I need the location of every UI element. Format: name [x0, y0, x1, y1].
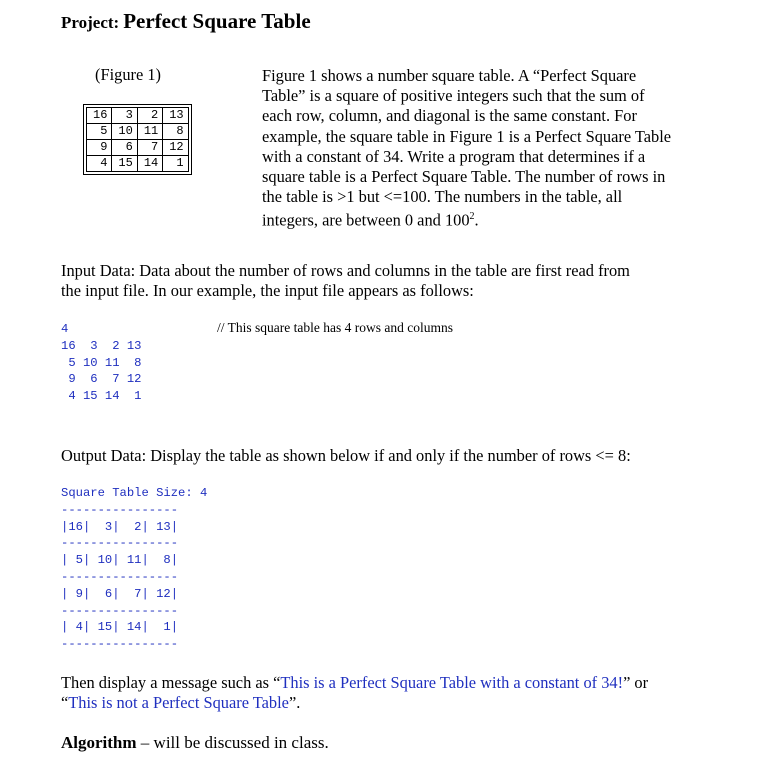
output-paragraph: Output Data: Display the table as shown below if and only if the number of rows <= 8: — [61, 446, 631, 465]
algorithm-text: – will be discussed in class. — [136, 733, 329, 752]
intro-line — [262, 207, 732, 231]
figure-cell: 8 — [163, 124, 188, 140]
input-comment: // This square table has 4 rows and columns — [217, 320, 453, 335]
console-line: ---------------- — [61, 569, 179, 584]
input-file-sample — [61, 321, 141, 405]
title-prefix: Project: — [61, 13, 120, 32]
console-line: | 9| 6| 7| 12| — [61, 586, 179, 601]
console-line: |16| 3| 2| 13| — [61, 519, 179, 534]
input-file-line: 4 15 14 1 — [61, 389, 142, 404]
input-line: Input Data: Data about the number of rows and columns in the table are first read from — [61, 261, 630, 280]
figure-row — [87, 108, 189, 124]
figure-cell: 5 — [87, 124, 112, 140]
message-text: ” or — [623, 673, 649, 692]
message-text: “ — [61, 693, 69, 713]
superscript: 2 — [469, 211, 475, 223]
input-file-line: 9 6 7 12 — [61, 372, 142, 387]
intro-line: the table is >1 but <=100. The numbers in the table, all — [262, 187, 623, 207]
figure-cell: 2 — [137, 108, 162, 124]
figure-cell: 15 — [112, 156, 137, 172]
console-line: Square Table Size: 4 — [61, 486, 208, 500]
intro-text: . — [474, 210, 479, 230]
intro-line: each row, column, and diagonal is the same constant. For — [262, 106, 637, 126]
console-line: ---------------- — [61, 603, 179, 618]
algorithm-line — [61, 733, 329, 753]
figure-row — [87, 140, 189, 156]
figure-cell: 12 — [163, 140, 188, 156]
figure-cell: 1 — [163, 156, 188, 172]
message-text: Then display a message such as “ — [61, 673, 281, 692]
page-title — [61, 9, 311, 34]
figure-cell: 6 — [112, 140, 137, 156]
input-file-line: 5 10 11 8 — [61, 355, 142, 370]
figure-row — [87, 156, 189, 172]
intro-line: Figure 1 shows a number square table. A “Perfect Square — [262, 66, 637, 85]
figure-cell: 4 — [87, 156, 112, 172]
intro-text: integers, are between 0 and 100 — [262, 210, 470, 230]
console-line: ---------------- — [61, 536, 179, 551]
figure-cell: 3 — [112, 108, 137, 124]
intro-line: Table” is a square of positive integers such that the sum of — [262, 86, 645, 106]
message-line — [61, 693, 751, 713]
figure-cell: 11 — [137, 124, 162, 140]
console-line: ---------------- — [61, 502, 179, 517]
title-text: Perfect Square Table — [123, 9, 311, 33]
console-output — [61, 485, 207, 653]
figure-table-wrap — [86, 107, 189, 172]
figure-cell: 13 — [163, 108, 188, 124]
console-line: | 4| 15| 14| 1| — [61, 620, 179, 635]
input-line: the input file. In our example, the input file appears as follows: — [61, 281, 474, 301]
figure-row — [87, 124, 189, 140]
figure-table — [86, 107, 189, 172]
success-message: This is a Perfect Square Table with a constant of 34! — [280, 673, 624, 692]
console-line: | 5| 10| 11| 8| — [61, 553, 179, 568]
algorithm-label: Algorithm — [61, 733, 137, 752]
figure-cell: 14 — [137, 156, 162, 172]
figure-cell: 7 — [137, 140, 162, 156]
message-line — [61, 673, 751, 693]
intro-line: example, the square table in Figure 1 is a Perfect Square Table — [262, 126, 672, 146]
message-paragraph — [61, 673, 751, 713]
intro-paragraph — [262, 66, 732, 231]
input-paragraph — [61, 261, 751, 301]
input-file-line: 4 — [61, 322, 69, 336]
figure-cell: 10 — [112, 124, 137, 140]
failure-message: This is not a Perfect Square Table — [68, 693, 289, 713]
figure-caption: (Figure 1) — [95, 65, 162, 84]
console-line: ---------------- — [61, 637, 179, 652]
input-file-line: 16 3 2 13 — [61, 338, 142, 353]
intro-line: square table is a Perfect Square Table. The number of rows in — [262, 167, 666, 187]
intro-line: with a constant of 34. Write a program that determines if a — [262, 146, 646, 166]
figure-cell: 16 — [87, 108, 112, 124]
message-text: ”. — [288, 693, 301, 713]
figure-cell: 9 — [87, 140, 112, 156]
